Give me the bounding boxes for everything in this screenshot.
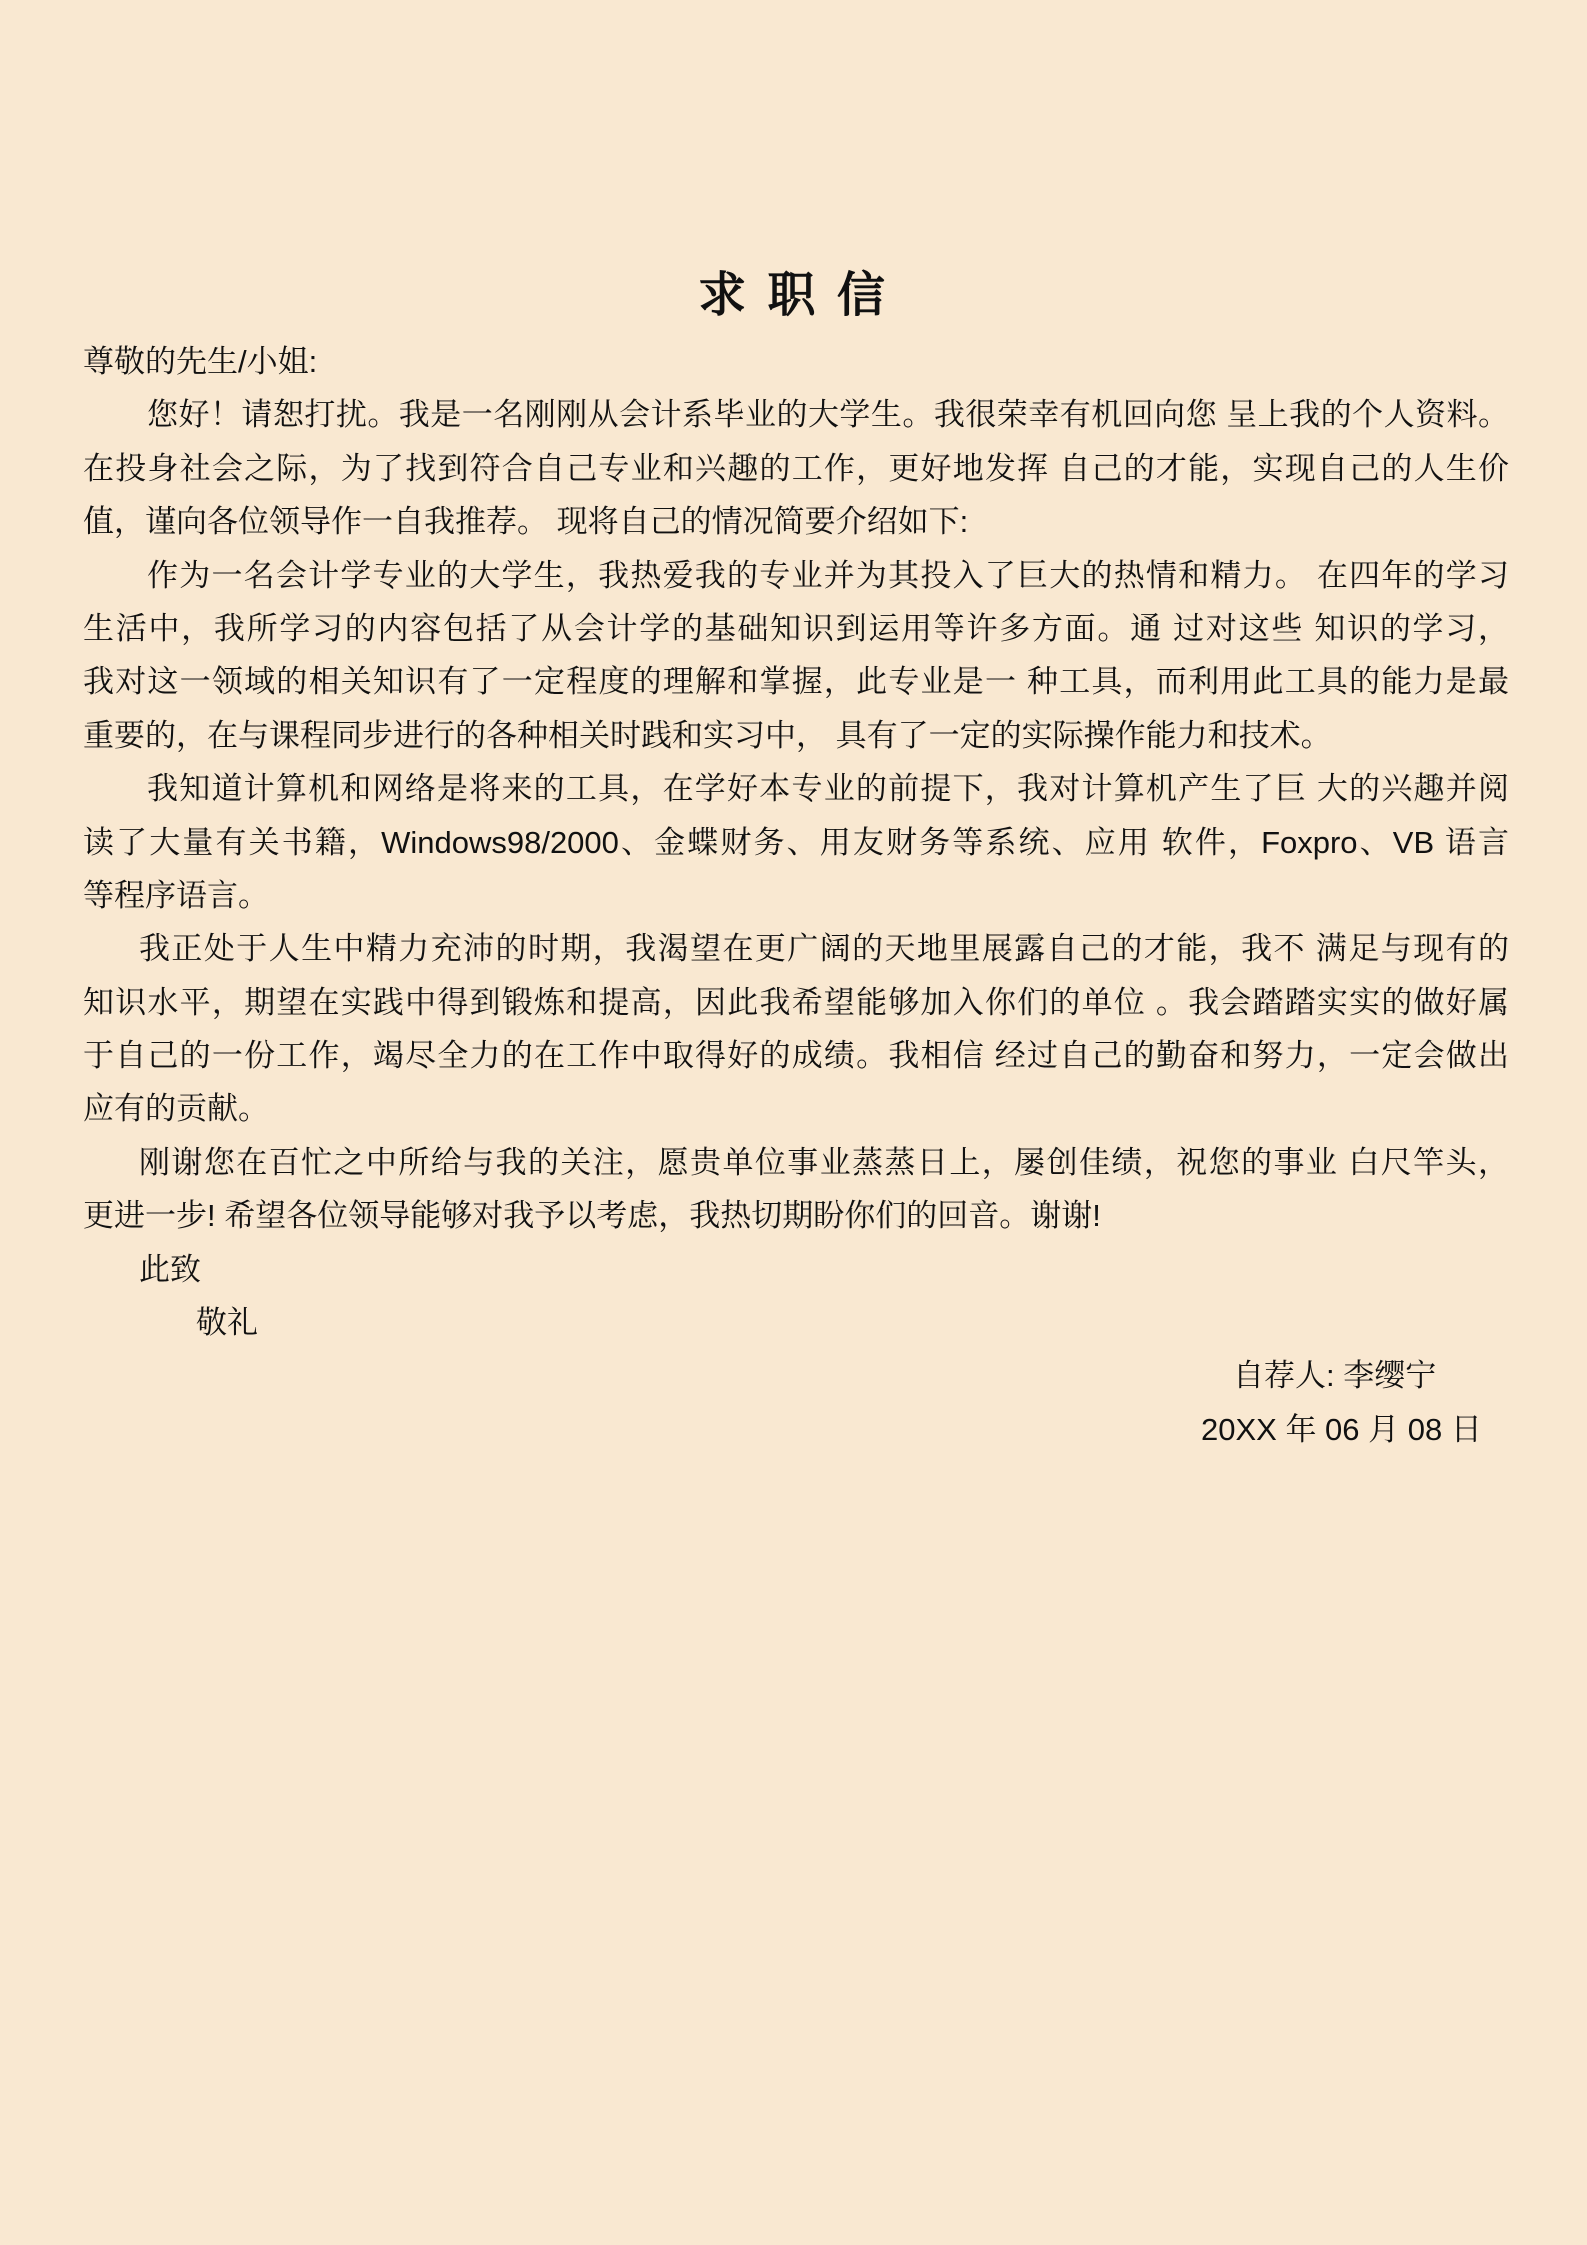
signature-signer: 自荐人: 李缨宁 — [1233, 1358, 1437, 1394]
paragraph-4-line-4: 应有的贡献。 — [83, 1091, 269, 1127]
letter-body — [83, 335, 1509, 1456]
paragraph-4-line-3: 于自己的一份工作，竭尽全力的在工作中取得好的成绩。我相信 经过自己的勤奋和努力，一定会做出 — [83, 1038, 1509, 1074]
paragraph-5-line-1: 刚谢您在百忙之中所给与我的关注，愿贵单位事业蒸蒸日上，屡创佳绩，祝您的事业 白尺竿头， — [139, 1144, 1509, 1180]
closing-line-1: 此致 — [139, 1251, 201, 1287]
paragraph-2-line-2: 生活中，我所学习的内容包括了从会计学的基础知识到运用等许多方面。通 过对这些 知识的学习， — [83, 610, 1509, 646]
paragraph-3-line-3: 等程序语言。 — [83, 877, 269, 913]
paragraph-3-line-1: 我知道计算机和网络是将来的工具，在学好本专业的前提下，我对计算机产生了巨 大的兴趣并阅 — [147, 771, 1509, 807]
paragraph-5 — [83, 1136, 1509, 1243]
paragraph-4 — [83, 922, 1509, 1136]
closing-line-2: 敬礼 — [196, 1305, 258, 1341]
paragraph-5-line-2: 更进一步! 希望各位领导能够对我予以考虑，我热切期盼你们的回音。谢谢! — [83, 1198, 1101, 1234]
paragraph-2-line-4: 重要的，在与课程同步进行的各种相关时践和实习中， 具有了一定的实际操作能力和技术。 — [83, 717, 1332, 753]
paragraph-1-line-2: 在投身社会之际，为了找到符合自己专业和兴趣的工作，更好地发挥 自己的才能，实现自己的人生价 — [83, 450, 1509, 486]
paragraph-1 — [83, 388, 1509, 548]
paragraph-4-line-1: 我正处于人生中精力充沛的时期，我渴望在更广阔的天地里展露自己的才能，我不 满足与现有的 — [139, 931, 1509, 967]
signature-date: 20XX 年 06 月 08 日 — [1201, 1411, 1482, 1447]
paragraph-2-line-3: 我对这一领域的相关知识有了一定程度的理解和掌握，此专业是一 种工具，而利用此工具的能力是最 — [83, 664, 1509, 700]
paragraph-3-line-2: 读了大量有关书籍，Windows98/2000、金蝶财务、用友财务等系统、应用 软件，Foxpro、VB 语言 — [83, 824, 1509, 860]
paragraph-1-line-1: 您好！请恕打扰。我是一名刚刚从会计系毕业的大学生。我很荣幸有机回向您 呈上我的个人资料。 — [147, 397, 1509, 433]
paragraph-1-line-3: 值，谨向各位领导作一自我推荐。 现将自己的情况简要介绍如下: — [83, 504, 969, 540]
page-title: 求 职 信 — [698, 269, 889, 322]
salutation: 尊敬的先生/小姐: — [83, 344, 318, 379]
paragraph-2-line-1: 作为一名会计学专业的大学生，我热爱我的专业并为其投入了巨大的热情和精力。 在四年的学习 — [147, 557, 1509, 593]
paragraph-3 — [83, 762, 1509, 922]
paragraph-2 — [83, 549, 1509, 763]
paragraph-4-line-2: 知识水平，期望在实践中得到锻炼和提高，因此我希望能够加入你们的单位 。我会踏踏实实的做好属 — [83, 984, 1509, 1020]
